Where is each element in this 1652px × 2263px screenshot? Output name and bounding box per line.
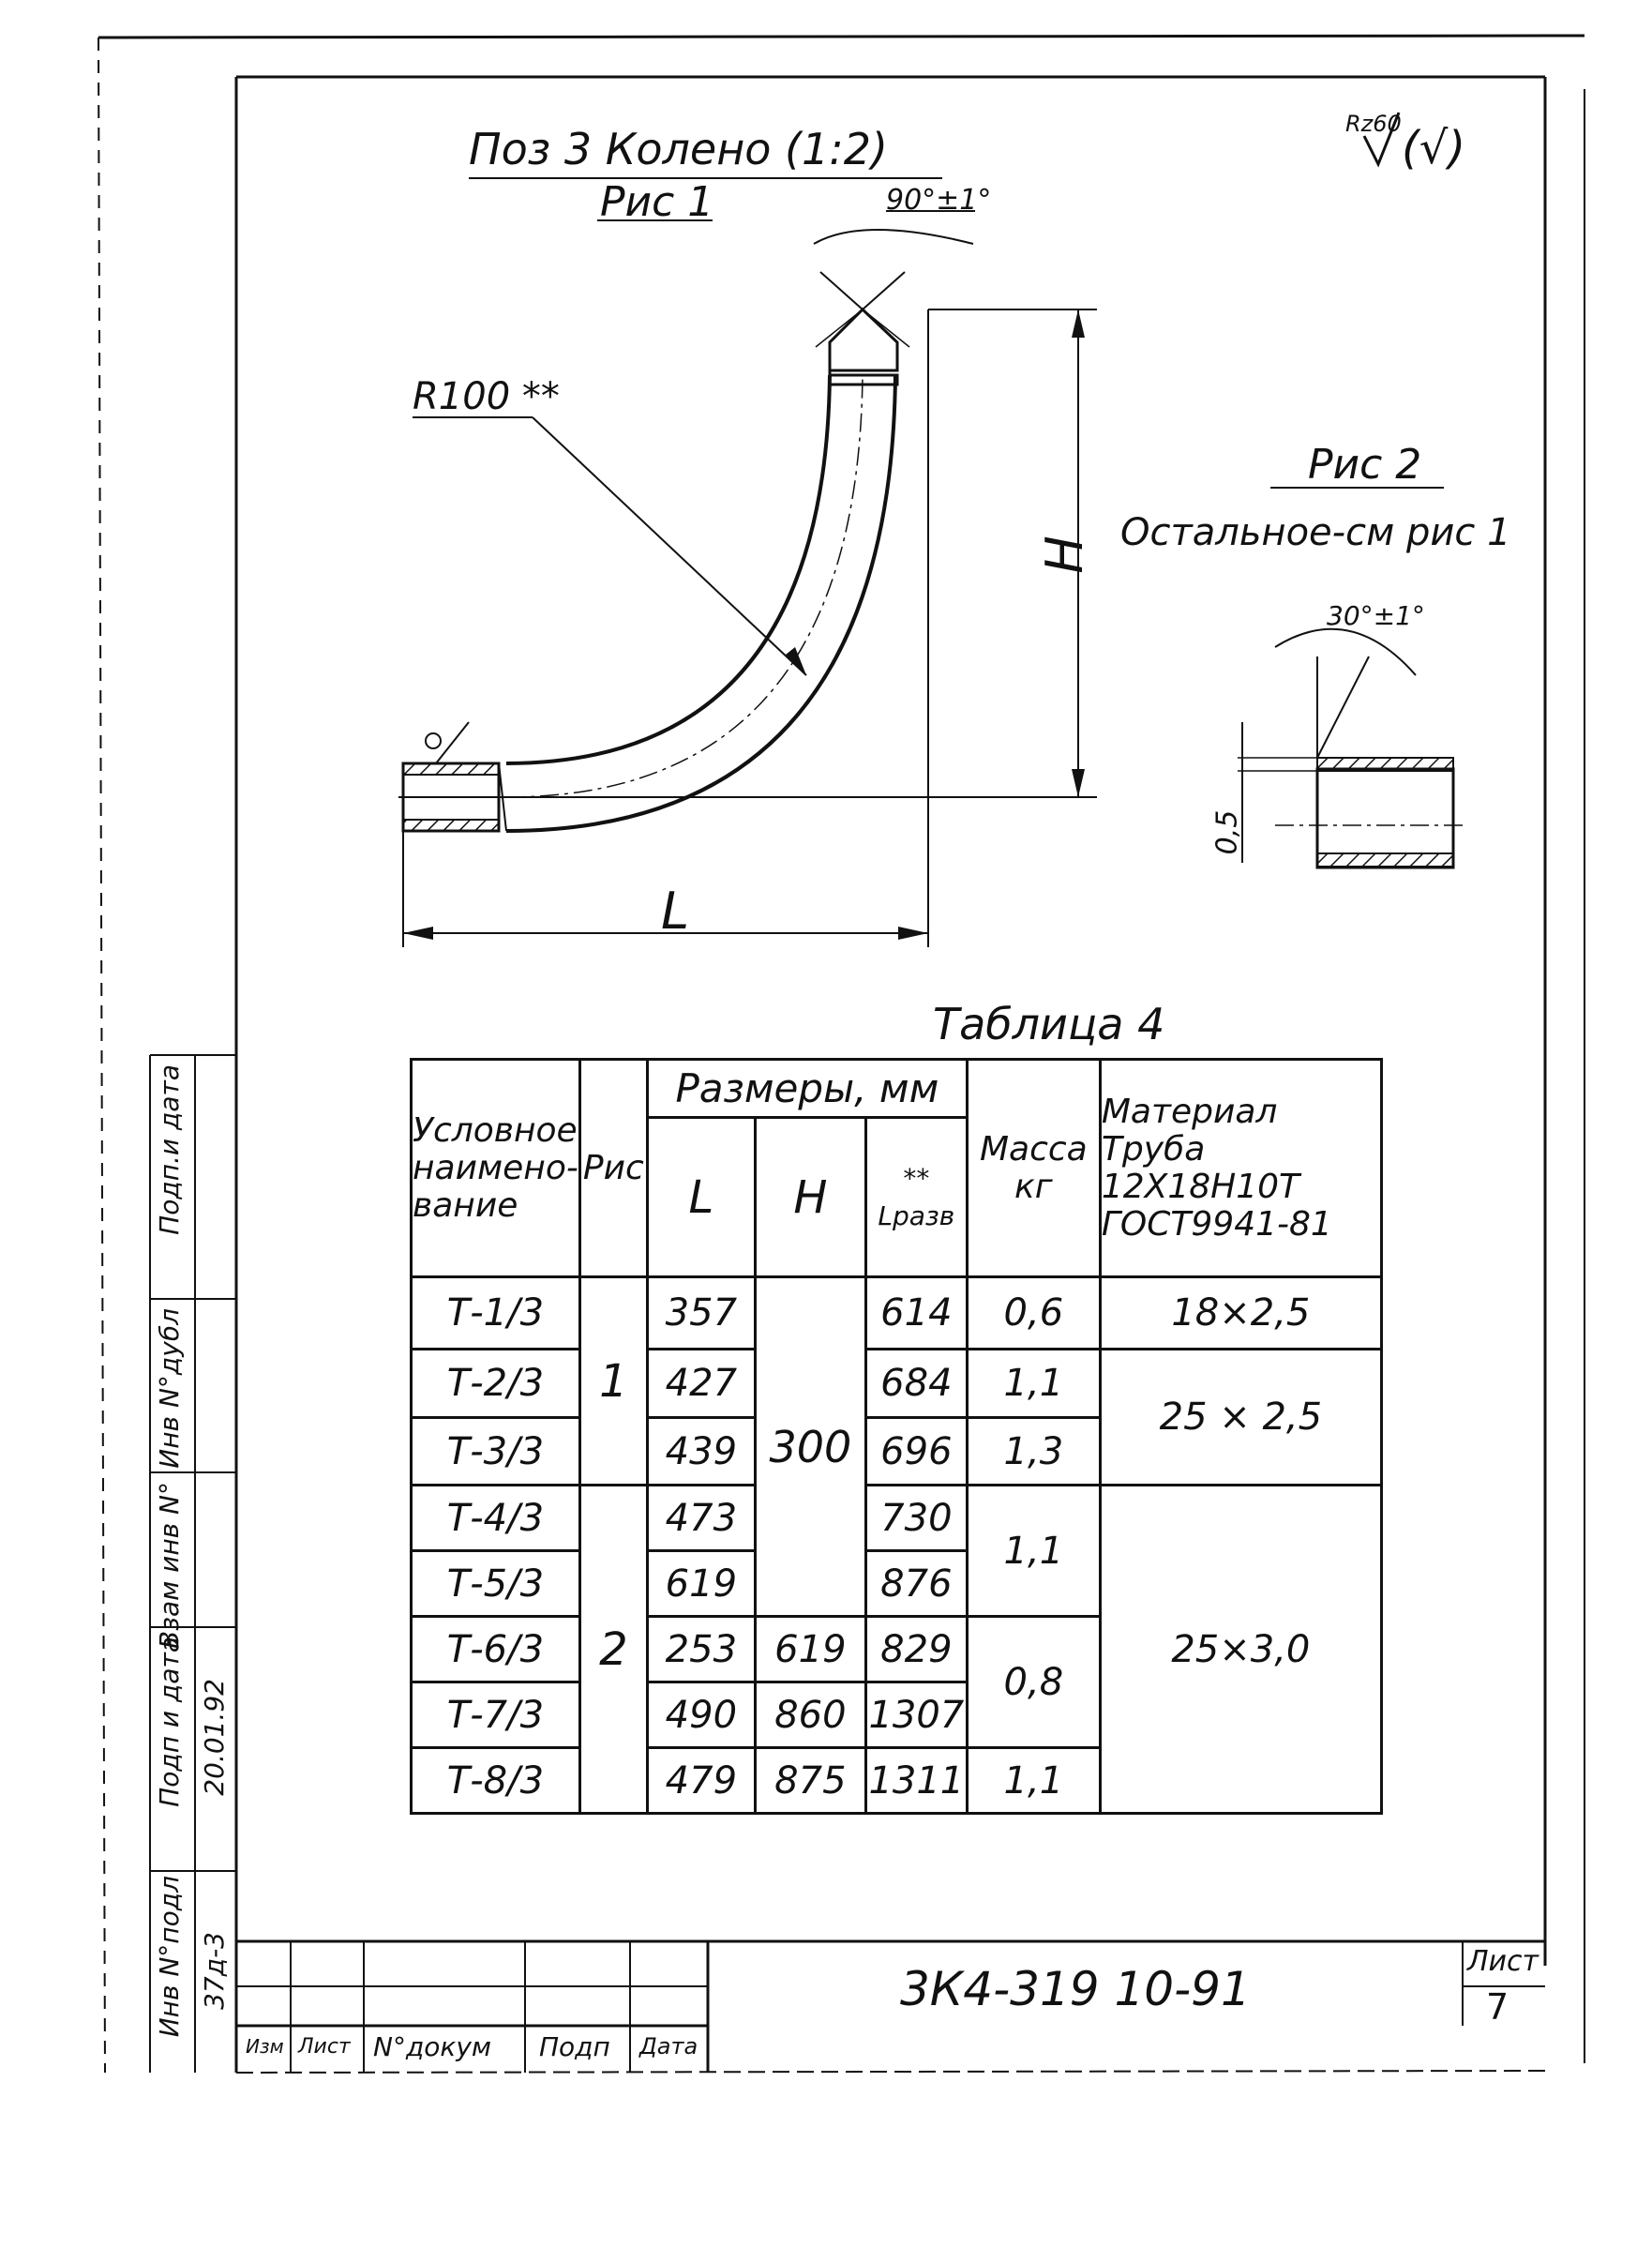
- row8-name: Т-8/3: [412, 1748, 580, 1814]
- strip-date-value: 20.01.92: [199, 1679, 230, 1796]
- row2-l: 427: [647, 1350, 755, 1418]
- col-podp: Подп: [539, 2031, 610, 2062]
- mat-23-cell: 25 × 2,5: [1100, 1350, 1381, 1486]
- row3-mass: 1,3: [967, 1418, 1100, 1486]
- strip-inv-value: 37д-3: [199, 1932, 230, 2010]
- row6-lr: 829: [865, 1617, 967, 1682]
- row2-lr: 684: [865, 1350, 967, 1418]
- h-shared-cell: 300: [755, 1277, 865, 1617]
- hdr-sizes: Размеры, мм: [647, 1060, 967, 1118]
- row8-mass: 1,1: [967, 1748, 1100, 1814]
- mat-1-cell: 18×2,5: [1100, 1277, 1381, 1350]
- spec-table: [410, 1058, 1383, 1815]
- fig1-label: Рис 1: [600, 178, 714, 226]
- col-izm: Изм: [246, 2035, 284, 2058]
- row8-lr: 1311: [865, 1748, 967, 1814]
- fig-2-cell: 2: [579, 1486, 647, 1814]
- row6-h: 619: [755, 1617, 865, 1682]
- row7-name: Т-7/3: [412, 1682, 580, 1748]
- mass-45-cell: 1,1: [967, 1486, 1100, 1617]
- strip-podp-data: Подп и дата: [154, 1637, 185, 1807]
- angle-top-label: 90°±1°: [886, 184, 992, 217]
- strip-vzam: Взам инв N°: [154, 1482, 185, 1650]
- hdr-fig: Рис: [579, 1060, 647, 1277]
- dim-05-label: 0,5: [1210, 809, 1244, 855]
- row6-name: Т-6/3: [412, 1617, 580, 1682]
- col-list: Лист: [298, 2035, 351, 2059]
- hdr-mass: Масса кг: [967, 1060, 1100, 1277]
- row2-name: Т-2/3: [412, 1350, 580, 1418]
- angle-fig2-label: 30°±1°: [1327, 600, 1425, 631]
- row7-lr: 1307: [865, 1682, 967, 1748]
- mass-67-cell: 0,8: [967, 1617, 1100, 1748]
- col-data: Дата: [639, 2033, 698, 2059]
- row7-l: 490: [647, 1682, 755, 1748]
- hdr-material: Материал Труба 12Х18Н10Т ГОСТ9941-81: [1100, 1060, 1381, 1277]
- fig-1-cell: 1: [579, 1277, 647, 1486]
- roughness-paren: (√): [1402, 122, 1466, 174]
- row1-lr: 614: [865, 1277, 967, 1350]
- sheet-number: 7: [1486, 1986, 1509, 2028]
- row4-lr: 730: [865, 1486, 967, 1551]
- row1-l: 357: [647, 1277, 755, 1350]
- row3-lr: 696: [865, 1418, 967, 1486]
- part-title: Поз 3 Колено (1:2): [469, 124, 888, 174]
- row4-l: 473: [647, 1486, 755, 1551]
- hdr-h: H: [755, 1118, 865, 1277]
- row1-name: Т-1/3: [412, 1277, 580, 1350]
- roughness-label: Rz60: [1345, 111, 1402, 137]
- doc-number: 3К4-319 10-91: [900, 1962, 1251, 2016]
- strip-inv-podl: Инв N°подл: [154, 1876, 185, 2038]
- table-caption: Таблица 4: [933, 999, 1165, 1049]
- row8-h: 875: [755, 1748, 865, 1814]
- hdr-lrazv-text: Lразв: [878, 1199, 955, 1231]
- row3-name: Т-3/3: [412, 1418, 580, 1486]
- row7-h: 860: [755, 1682, 865, 1748]
- row6-l: 253: [647, 1617, 755, 1682]
- radius-label: R100 **: [413, 375, 560, 418]
- dim-h-label: H: [1034, 536, 1094, 574]
- mat-48-cell: 25×3,0: [1100, 1486, 1381, 1814]
- row8-l: 479: [647, 1748, 755, 1814]
- row5-l: 619: [647, 1551, 755, 1617]
- fig2-label: Рис 2: [1308, 441, 1422, 489]
- hdr-lrazv: [865, 1118, 967, 1277]
- col-ndoc: N°докум: [373, 2031, 492, 2062]
- dim-l-label: L: [661, 882, 690, 941]
- hdr-name: Условное наимено-вание: [412, 1060, 580, 1277]
- strip-podp-data2: Подп.и дата: [154, 1064, 185, 1235]
- fig2-note: Остальное-см рис 1: [1120, 511, 1511, 554]
- sheet-label: Лист: [1467, 1945, 1539, 1978]
- strip-inv-dubl: Инв N°дубл: [154, 1308, 185, 1469]
- row3-l: 439: [647, 1418, 755, 1486]
- row2-mass: 1,1: [967, 1350, 1100, 1418]
- row5-lr: 876: [865, 1551, 967, 1617]
- hdr-l: L: [647, 1118, 755, 1277]
- row1-mass: 0,6: [967, 1277, 1100, 1350]
- row5-name: Т-5/3: [412, 1551, 580, 1617]
- hdr-lrazv-mark: **: [903, 1162, 930, 1194]
- row4-name: Т-4/3: [412, 1486, 580, 1551]
